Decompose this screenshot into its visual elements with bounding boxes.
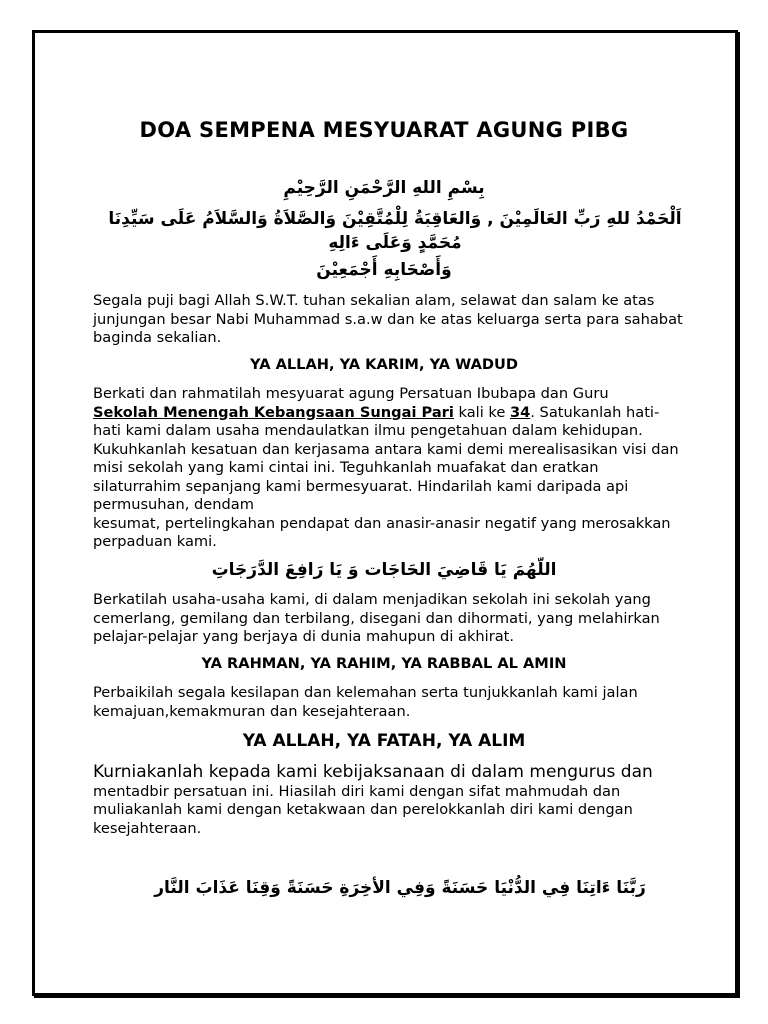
page-title: DOA SEMPENA MESYUARAT AGUNG PIBG [139, 118, 629, 142]
heading-ya-fatah: YA ALLAH, YA FATAH, YA ALIM [242, 731, 526, 751]
para2-body: . Satukanlah hati-hati kami dalam usaha mendaulatkan ilmu pengetahuan dalam kehidupan. Kukuhkanlah kesatuan dan kerjasama antara kami demi merealisasikan visi dan misi sekolah yang kami cintai ini. Teguhkanlah muafakat dan eratkan silaturrahim sepanjang kami bermesyuarat. Hindarilah kami daripada api permusuhan, dendam [93, 403, 679, 513]
para5-rest: mentadbir persatuan ini. Hiasilah diri kami dengan sifat mahmudah dan muliakanlah kami dengan ketakwaan dan perelokkanlah diri kami dengan kesejahteraan. [93, 782, 633, 837]
arabic-rabbana: رَبَّنَا ءَاتِنَا فِي الدُّنْيَا حَسَنَةً وَفِي الأخِرَةِ حَسَنَةً وَقِنَا عَذَابَ النَّار [154, 878, 646, 898]
main-prayer-paragraph [93, 385, 683, 552]
school-name: Sekolah Menengah Kebangsaan Sungai Pari [93, 403, 454, 421]
improvement-paragraph: Perbaikilah segala kesilapan dan kelemahan serta tunjukkanlah kami jalan kemajuan,kemakmuran dan kesejahteraan. [93, 684, 638, 720]
meeting-number: 34 [509, 403, 531, 421]
arabic-bismillah: بِسْمِ اللهِ الرَّحْمَنِ الرَّحِيْمِ [283, 178, 485, 198]
heading-ya-allah-ya-karim: YA ALLAH, YA KARIM, YA WADUD [250, 356, 518, 373]
blessing-paragraph: Berkatilah usaha-usaha kami, di dalam menjadikan sekolah ini sekolah yang cemerlang, gemilang dan terbilang, disegani dan dihormati, yang melahirkan pelajar-pelajar yang berjaya di dunia mahupun di akhirat. [93, 591, 660, 645]
para2-end: kesumat, pertelingkahan pendapat dan anasir-anasir negatif yang merosakkan perpaduan kami. [93, 514, 671, 550]
heading-ya-rahman: YA RAHMAN, YA RAHIM, YA RABBAL AL AMIN [201, 655, 567, 672]
wisdom-paragraph [93, 763, 683, 838]
arabic-ashab: وَأَصْحَابِهِ أَجْمَعِيْنَ [316, 260, 452, 280]
arabic-hamdalah: اَلْحَمْدُ للهِ رَبِّ العَالَمِيْنَ , وَالعَاقِبَةُ لِلْمُتَّقِيْنَ وَالصَّلاَةُ وَالسَّلاَمُ عَلَى سَيِّدِنَا مُحَمَّدٍ وَعَلَى ءَالِهِ [108, 209, 682, 253]
arabic-allahumma: اللّهُمَ يَا قَاضِيَ الحَاجَات وَ يَا رَافِعَ الدَّرَجَاتِ [211, 560, 557, 580]
para5-large: Kurniakanlah kepada kami kebijaksanaan di dalam mengurus dan [93, 762, 653, 782]
para2-kali: kali ke [453, 403, 510, 421]
para2-intro: Berkati dan rahmatilah mesyuarat agung Persatuan Ibubapa dan Guru [93, 385, 609, 402]
opening-paragraph: Segala puji bagi Allah S.W.T. tuhan sekalian alam, selawat dan salam ke atas junjungan besar Nabi Muhammad s.a.w dan ke atas keluarga serta para sahabat baginda sekalian. [93, 292, 683, 346]
